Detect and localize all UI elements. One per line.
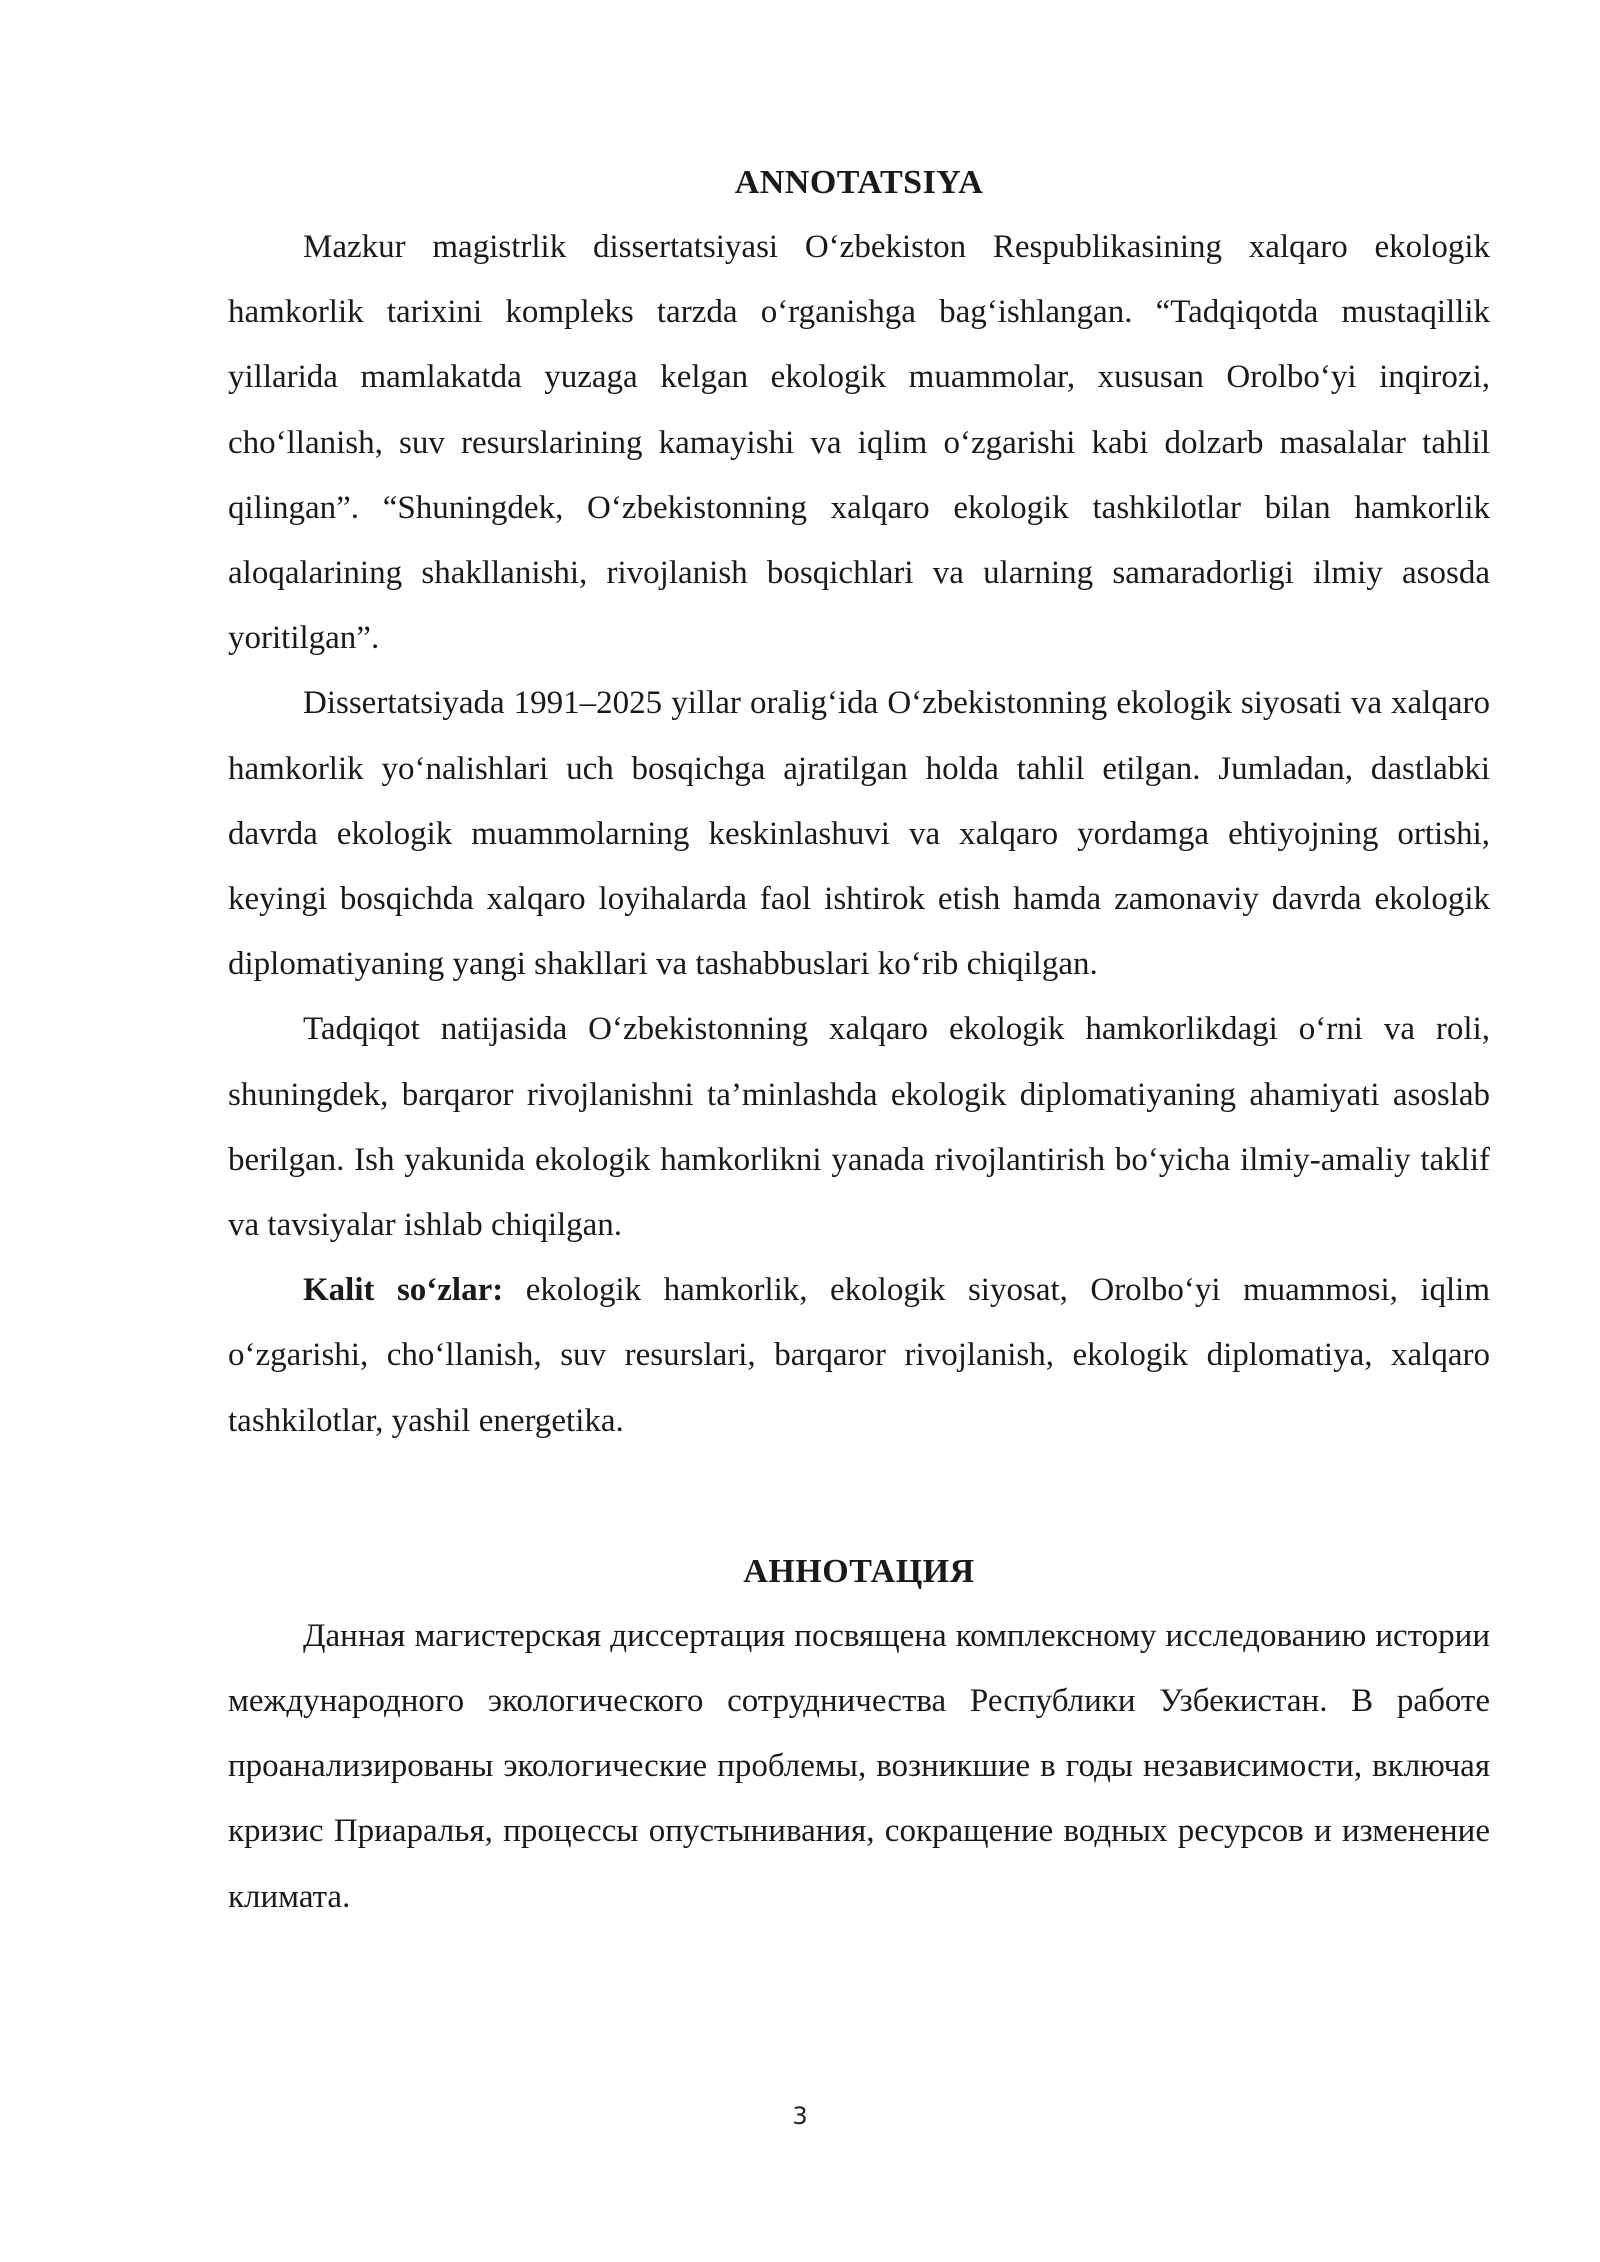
document-page xyxy=(228,150,1490,1930)
keywords-paragraph xyxy=(228,1258,1490,1454)
annotation-heading-ru: АННОТАЦИЯ xyxy=(743,1552,975,1590)
section-spacer xyxy=(228,1454,1490,1539)
page-number: 3 xyxy=(792,2102,808,2130)
annotation-paragraph-1: Mazkur magistrlik dissertatsiyasi O‘zbekiston Respublikasining xalqaro ekologik hamkorlik tarixini kompleks tarzda o‘rganishga bag‘ishlangan. “Tadqiqotda mustaqillik yillarida mamlakatda yuzaga kelgan ekologik muammolar, xususan Orolbo‘yi inqirozi, cho‘llanish, suv resurslarining kamayishi va iqlim o‘zgarishi kabi dolzarb masalalar tahlil qilingan”. “Shuningdek, O‘zbekistonning xalqaro ekologik tashkilotlar bilan hamkorlik aloqalarining shakllanishi, rivojlanish bosqichlari va ularning samaradorligi ilmiy asosda yoritilgan”. xyxy=(228,229,1490,657)
annotation-paragraph-2: Dissertatsiyada 1991–2025 yillar oralig‘ida O‘zbekistonning ekologik siyosati va xalqaro hamkorlik yo‘nalishlari uch bosqichga ajratilgan holda tahlil etilgan. Jumladan, dastlabki davrda ekologik muammolarning keskinlashuvi va xalqaro yordamga ehtiyojning ortishi, keyingi bosqichda xalqaro loyihalarda faol ishtirok etish hamda zamonaviy davrda ekologik diplomatiyaning yangi shakllari va tashabbuslari ko‘rib chiqilgan. xyxy=(228,685,1490,983)
annotation-paragraph-ru-1: Данная магистерская диссертация посвящена комплексному исследованию истории международного экологического сотрудничества Республики Узбекистан. В работе проанализированы экологические проблемы, возникшие в годы независимости, включая кризис Приаралья, процессы опустынивания, сокращение водных ресурсов и изменение климата. xyxy=(228,1617,1490,1915)
annotation-heading-uz: ANNOTATSIYA xyxy=(734,164,984,201)
keywords-text: ekologik hamkorlik, ekologik siyosat, Orolbo‘yi muammosi, iqlim o‘zgarishi, cho‘llanish, suv resurslari, barqaror rivojlanish, ekologik diplomatiya, xalqaro tashkilotlar, yashil energetika. xyxy=(228,1272,1491,1439)
keywords-label: Kalit so‘zlar: xyxy=(303,1272,504,1309)
annotation-paragraph-3: Tadqiqot natijasida O‘zbekistonning xalqaro ekologik hamkorlikdagi o‘rni va roli, shuningdek, barqaror rivojlanishni ta’minlashda ekologik diplomatiyaning ahamiyati asoslab berilgan. Ish yakunida ekologik hamkorlikni yanada rivojlantirish bo‘yicha ilmiy-amaliy taklif va tavsiyalar ishlab chiqilgan. xyxy=(228,1011,1490,1244)
